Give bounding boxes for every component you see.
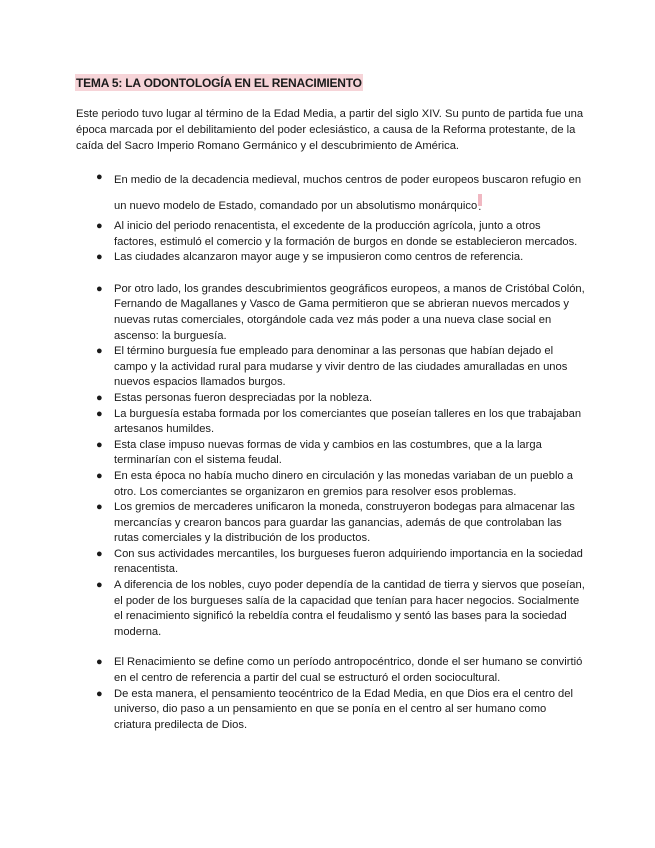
bullet-icon: ● (96, 171, 103, 183)
bullet-icon: ● (96, 687, 103, 700)
list-item (76, 167, 586, 219)
bullet-icon: ● (96, 407, 103, 420)
list-item (76, 407, 586, 438)
list-item-text: De esta manera, el pensamiento teocéntrico de la Edad Media, en que Dios era el centro del universo, dio paso a un pensamiento en que se ponía en el centro al ser humano como criatura predilecta de Dios. (114, 687, 573, 731)
list-item (76, 687, 586, 734)
list-item-text: En esta época no había mucho dinero en circulación y las monedas variaban de un pueblo a otro. Los comerciantes se organizaron en gremios para resolver esos problemas. (114, 469, 573, 498)
list-item (76, 578, 586, 640)
bullet-icon: ● (96, 282, 103, 295)
bullet-icon: ● (96, 579, 103, 592)
list-item (76, 282, 586, 344)
list-item-text: A diferencia de los nobles, cuyo poder dependía de la cantidad de tierra y siervos que poseían, el poder de los burgueses salía de la capacidad que tenían para hacer negocios. Socialmente el renacimiento significó la rebeldía contra el feudalismo y sentó las bases para la sociedad moderna. (114, 579, 585, 638)
bullet-list-1 (76, 167, 586, 266)
bullet-icon: ● (96, 656, 103, 669)
list-item (76, 655, 586, 686)
bullet-icon: ● (96, 391, 103, 404)
bullet-icon: ● (96, 251, 103, 264)
document-title: TEMA 5: LA ODONTOLOGÍA EN EL RENACIMIENTO (76, 76, 362, 90)
list-item-text: El Renacimiento se define como un período antropocéntrico, donde el ser humano se convirtió en el centro de referencia a partir del cual se estructuró el orden sociocultural. (114, 656, 583, 685)
list-item (76, 547, 586, 578)
list-item (76, 219, 586, 250)
list-item-text: La burguesía estaba formada por los comerciantes que poseían talleres en los que trabajaban artesanos humildes. (114, 407, 582, 436)
comment-mark: . (478, 194, 482, 206)
list-item (76, 438, 586, 469)
bullet-list-3 (76, 655, 586, 733)
list-item-text: Las ciudades alcanzaron mayor auge y se impusieron como centros de referencia. (114, 251, 524, 264)
list-item (76, 469, 586, 500)
list-item-text: El término burguesía fue empleado para denominar a las personas que habían dejado el campo y la actividad rural para mudarse y vivir dentro de las ciudades amuralladas en unos nuevos espacios llamados burgos. (114, 345, 568, 389)
list-item (76, 344, 586, 391)
list-item-text: Los gremios de mercaderes unificaron la moneda, construyeron bodegas para almacenar las mercancías y crearon bancos para guardar las ganancias, además de que controlaban las rutas comerciales y la distribución de los productos. (114, 501, 575, 545)
list-item (76, 500, 586, 547)
list-item-text: Con sus actividades mercantiles, los burgueses fueron adquiriendo importancia en la sociedad renacentista. (114, 547, 583, 576)
bullet-icon: ● (96, 501, 103, 514)
bullet-icon: ● (96, 469, 103, 482)
list-item-text: Por otro lado, los grandes descubrimientos geográficos europeos, a manos de Cristóbal Colón, Fernando de Magallanes y Vasco de Gama permitieron que se abrieran nuevos mercados y nuevas rutas comerciales, otorgándole cada vez más poder a una nueva clase social en ascenso: la burguesía. (114, 282, 585, 342)
list-item-text: Estas personas fueron despreciadas por la nobleza. (114, 391, 373, 404)
list-item (76, 391, 586, 407)
bullet-icon: ● (96, 345, 103, 358)
document-page (76, 74, 586, 733)
intro-paragraph: Este periodo tuvo lugar al término de la Edad Media, a partir del siglo XIV. Su punto de partida fue una época marcada por el debilitamiento del poder eclesiástico, a causa de la Reforma protestante, de la caída del Sacro Imperio Romano Germánico y el descubrimiento de América. (76, 108, 584, 152)
bullet-icon: ● (96, 438, 103, 451)
list-item-text: Esta clase impuso nuevas formas de vida y cambios en las costumbres, que a la larga terminarían con el sistema feudal. (114, 438, 542, 467)
bullet-icon: ● (96, 220, 103, 232)
bullet-list-2 (76, 282, 586, 641)
list-item (76, 250, 586, 266)
list-item-text: En medio de la decadencia medieval, muchos centros de poder europeos buscaron refugio en un nuevo modelo de Estado, comandado por un absolutismo monárquico. (114, 174, 582, 213)
bullet-icon: ● (96, 547, 103, 560)
list-item-text: Al inicio del periodo renacentista, el excedente de la producción agrícola, junto a otros factores, estimuló el comercio y la formación de burgos en donde se establecieron mercados. (114, 220, 578, 248)
